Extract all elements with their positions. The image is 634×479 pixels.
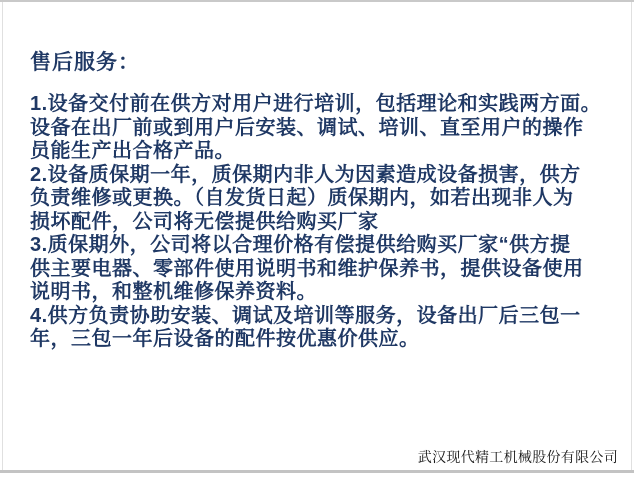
body-line: 员能生产出合格产品。 (30, 140, 235, 162)
footer-company-name: 武汉现代精工机械股份有限公司 (417, 449, 618, 465)
page-title: 售后服务： (30, 51, 140, 74)
body-line: 4.供方负责协助安装、调试及培训等服务，设备出厂后三包一 (30, 304, 581, 327)
top-rule (0, 0, 634, 2)
body-line: 2.设备质保期一年，质保期内非人为因素造成设备损害，供方 (30, 163, 581, 186)
body-line: 年，三包一年后设备的配件按优惠价供应。 (30, 328, 420, 350)
left-page-edge (2, 2, 3, 470)
body-line: 3.质保期外，公司将以合理价格有偿提供给购买厂家“供方提 (30, 234, 571, 256)
body-line: 1.设备交付前在供方对用户进行培训，包括理论和实践两方面。 (30, 93, 602, 115)
right-page-edge (631, 2, 632, 470)
body-line: 负责维修或更换。（自发货日起）质保期内，如若出现非人为 (30, 187, 574, 209)
body-text-block (30, 93, 615, 352)
body-line: 供主要电器、零部件使用说明书和维护保养书，提供设备使用 (30, 257, 584, 280)
bottom-rule (0, 470, 634, 473)
body-line: 设备在出厂前或到用户后安装、调试、培训、直至用户的操作 (30, 116, 584, 139)
body-line: 说明书，和整机维修保养资料。 (30, 281, 317, 303)
body-line: 损坏配件，公司将无偿提供给购买厂家 (30, 210, 379, 233)
